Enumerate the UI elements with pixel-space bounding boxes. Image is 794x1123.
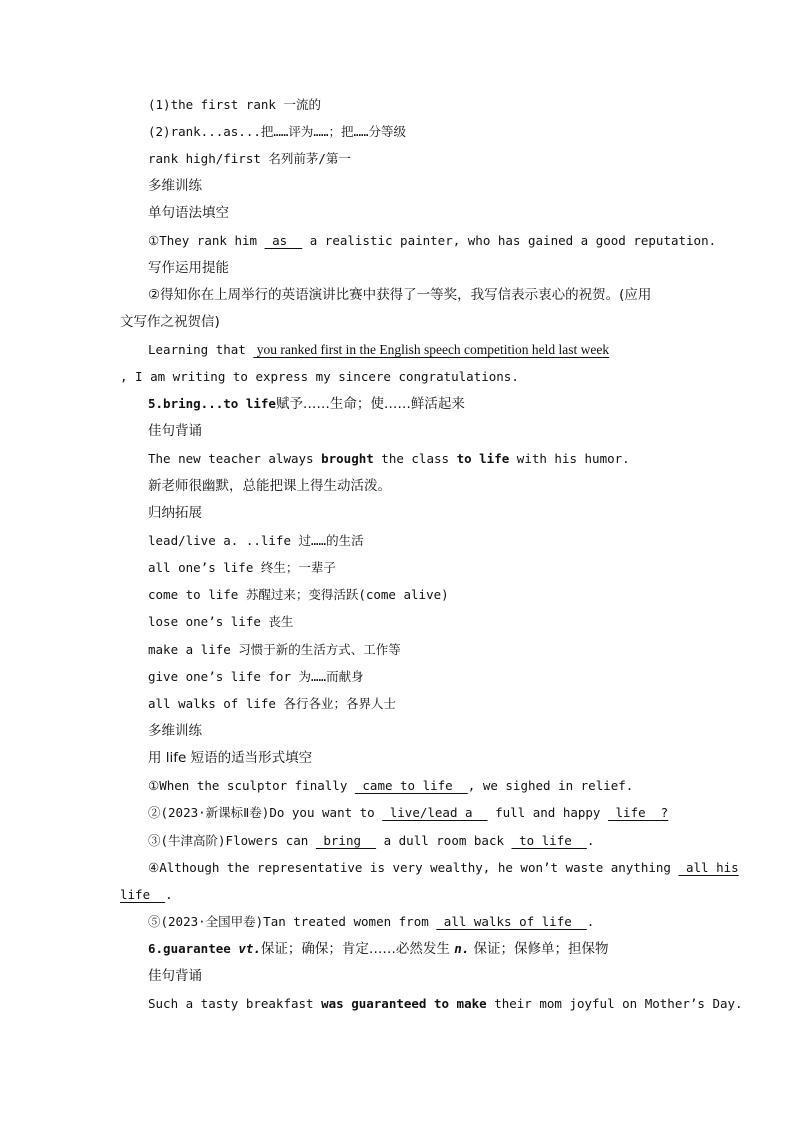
answer-blank: life — [120, 887, 166, 902]
exercise-rank-as — [148, 232, 716, 250]
writing-answer-line2: , I am writing to express my sincere congratulations. — [120, 369, 519, 384]
exercise-text: full and happy — [487, 805, 608, 820]
heading-sentence-recite: 佳句背诵 — [148, 423, 202, 439]
exercise-text: a dull room back — [376, 833, 512, 848]
phrase-come-to-life: come to life 苏醒过来；变得活跃(come alive) — [148, 587, 449, 602]
heading-sentence-recite-2: 佳句背诵 — [148, 968, 202, 984]
example-sentence-guarantee — [148, 995, 743, 1013]
entry-headword: 5.bring...to life — [148, 396, 276, 411]
example-text: with his humor. — [509, 451, 630, 466]
phrase-give-life: give one’s life for 为……而献身 — [148, 669, 364, 684]
part-of-speech: vt. — [238, 941, 261, 956]
example-bold: brought — [321, 451, 374, 466]
example-text: The new teacher always — [148, 451, 322, 466]
heading-training: 多维训练 — [148, 178, 202, 194]
exercise-full-life — [148, 804, 668, 822]
example-sentence — [148, 450, 630, 468]
writing-prompt-line1: ②得知你在上周举行的英语演讲比赛中获得了一等奖，我写信表示衷心的祝贺。(应用 — [148, 287, 652, 303]
line-rank-first: (1)the first rank 一流的 — [148, 97, 321, 112]
entry-meaning: 保证；确保；肯定……必然发生 — [260, 941, 455, 957]
example-text: the class — [373, 451, 457, 466]
entry-headword: 6.guarantee — [148, 941, 239, 956]
answer-blank: you ranked first in the English speech competition held last week — [253, 342, 610, 357]
exercise-text: ③(牛津高阶)Flowers can — [148, 833, 316, 848]
example-text: their mom joyful on Mother’s Day. — [486, 996, 743, 1011]
exercise-sculptor — [148, 777, 633, 795]
exercise-flowers — [148, 832, 594, 850]
answer-blank: all his — [678, 860, 739, 875]
exercise-representative-line1 — [148, 859, 739, 877]
phrase-make-life: make a life 习惯于新的生活方式、工作等 — [148, 642, 401, 657]
entry-meaning: 赋予……生命；使……鲜活起来 — [275, 396, 465, 412]
answer-blank: bring — [315, 833, 377, 848]
answer-blank: came to life — [354, 778, 468, 793]
exercise-text: ②(2023·新课标Ⅱ卷)Do you want to — [148, 805, 383, 820]
line-rank-as: (2)rank...as...把……评为……；把……分等级 — [148, 124, 407, 139]
part-of-speech: n. — [454, 941, 470, 956]
writing-prompt-line2: 文写作之祝贺信) — [120, 314, 220, 330]
exercise-text: . — [586, 833, 595, 848]
answer-blank: to life — [511, 833, 587, 848]
heading-grammar-fill: 单句语法填空 — [148, 205, 229, 221]
phrase-lose-life: lose one’s life 丧生 — [148, 614, 294, 629]
phrase-all-life: all one’s life 终生；一辈子 — [148, 560, 336, 575]
exercise-text: ④Although the representative is very wealthy, he won’t waste anything — [148, 860, 679, 875]
heading-life-phrases: 用 life 短语的适当形式填空 — [148, 750, 313, 766]
example-text: Such a tasty breakfast — [148, 996, 322, 1011]
phrase-walks-of-life: all walks of life 各行各业；各界人士 — [148, 696, 396, 711]
entry-bring-to-life — [148, 395, 465, 413]
exercise-text: a realistic painter, who has gained a good reputation. — [302, 233, 717, 248]
line-rank-high: rank high/first 名列前茅/第一 — [148, 151, 351, 166]
example-translation: 新老师很幽默，总能把课上得生动活泼。 — [148, 478, 391, 494]
exercise-text: ①When the sculptor finally — [148, 778, 355, 793]
exercise-text: ⑤(2023·全国甲卷)Tan treated women from — [148, 914, 437, 929]
entry-guarantee — [148, 940, 609, 958]
answer-blank: all walks of life — [436, 914, 587, 929]
exercise-text: Learning that — [148, 342, 254, 357]
example-bold: was guaranteed to make — [321, 996, 487, 1011]
exercise-representative-line2 — [120, 886, 173, 904]
entry-meaning: 保证；保修单；担保物 — [469, 941, 609, 957]
answer-blank: as — [264, 233, 303, 248]
heading-writing: 写作运用提能 — [148, 260, 229, 276]
exercise-tan — [148, 913, 594, 931]
exercise-text: ①They rank him — [148, 233, 265, 248]
heading-training-2: 多维训练 — [148, 723, 202, 739]
exercise-text: , we sighed in relief. — [467, 778, 634, 793]
phrase-lead-life: lead/live a. ..life 过……的生活 — [148, 533, 364, 548]
exercise-text: . — [165, 887, 173, 902]
heading-summary: 归纳拓展 — [148, 505, 202, 521]
answer-blank: live/lead a — [382, 805, 488, 820]
writing-answer-line1 — [148, 341, 609, 359]
exercise-text: . — [586, 914, 595, 929]
example-bold: to life — [456, 451, 510, 466]
answer-blank: life ? — [608, 805, 669, 820]
